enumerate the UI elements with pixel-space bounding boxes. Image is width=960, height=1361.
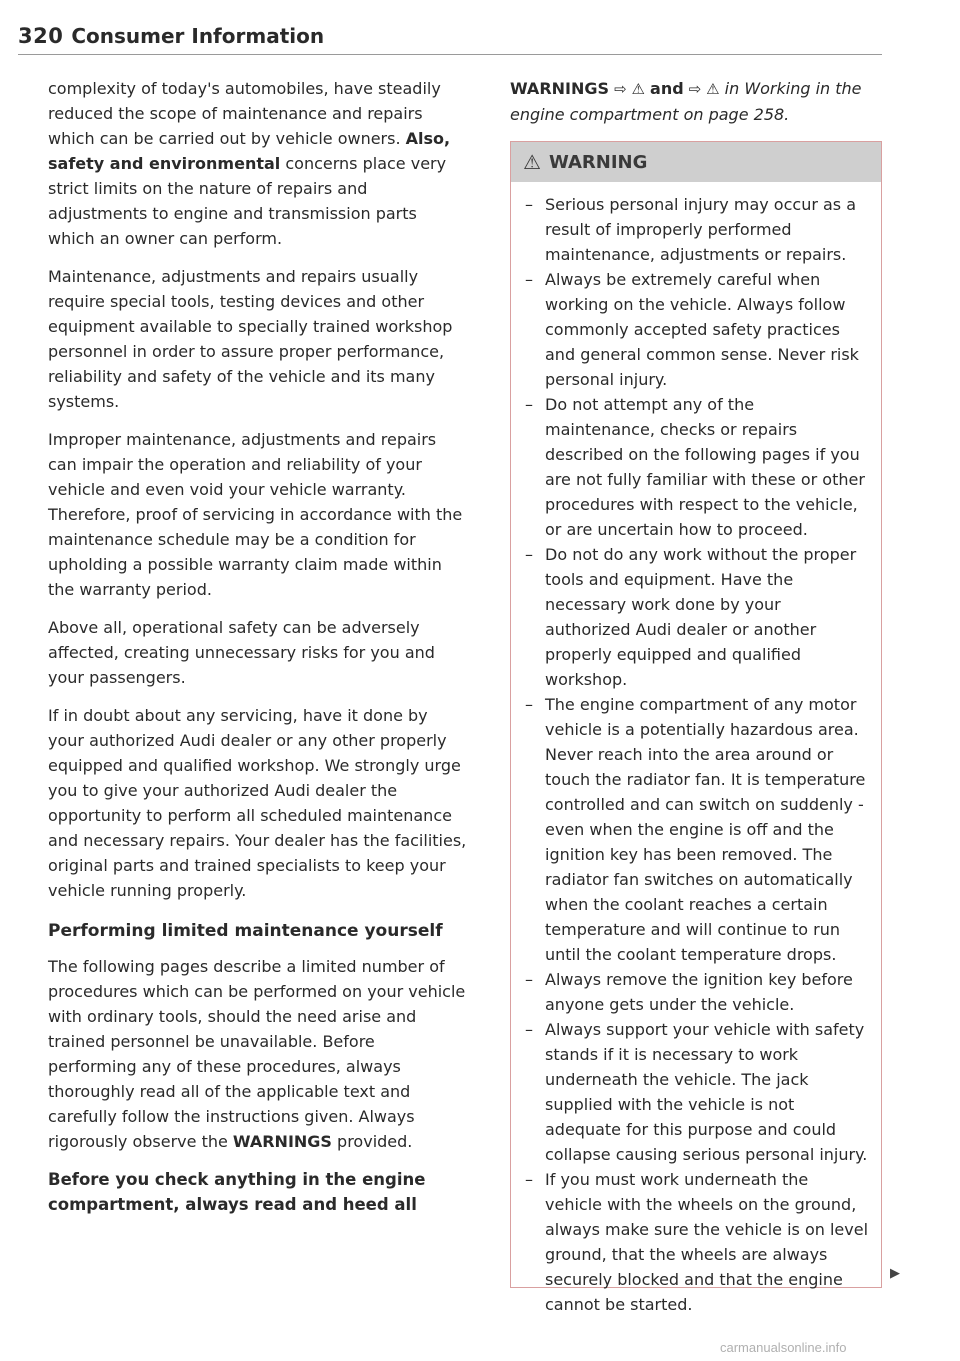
- cross-reference: WARNINGS ⇨ ⚠ and ⇨ ⚠ in Working in the engine compartment on page 258.: [510, 79, 862, 124]
- list-item: – If you must work underneath the vehicle with the wheels on the ground, always make sure the vehicle is on level ground, that the wheels are always securely blocked and that the engine cannot be started.: [525, 1167, 869, 1317]
- warning-box: [510, 141, 882, 1314]
- list-item: – Do not do any work without the proper tools and equipment. Have the necessary work done by your authorized Audi dealer or another properly equipped and qualified workshop.: [525, 542, 869, 692]
- warning-header: [511, 142, 881, 182]
- paragraph: Above all, operational safety can be adversely affected, creating unnecessary risks for you and your passengers.: [48, 618, 435, 687]
- right-column: [510, 76, 880, 140]
- paragraph: Improper maintenance, adjustments and repairs can impair the operation and reliability of your vehicle and even void your vehicle warranty. Therefore, proof of servicing in accordance with the maintenance schedule may be a condition for upholding a possible warranty claim made within the warranty period.: [48, 430, 463, 599]
- watermark: carmanualsonline.info: [720, 1340, 847, 1355]
- left-column: [48, 76, 468, 1230]
- warning-list: [511, 182, 881, 1317]
- subheading: Performing limited maintenance yourself: [48, 921, 443, 941]
- bold-phrase: Also, safety and environmental: [48, 129, 451, 173]
- bold-paragraph: Before you check anything in the engine compartment, always read and heed all: [48, 1170, 426, 1214]
- list-item: – The engine compartment of any motor vehicle is a potentially hazardous area. Never reach into the area around or touch the radiator fan. It is temperature controlled and can switch on suddenly - even when the engine is off and the ignition key has been removed. The radiator fan switches on automatically when the coolant reaches a certain temperature and will continue to run until the coolant temperature drops.: [525, 692, 869, 967]
- list-item: – Always support your vehicle with safety stands if it is necessary to work underneath the vehicle. The jack supplied with the vehicle is not adequate for this purpose and could collapse causing serious personal injury.: [525, 1017, 869, 1167]
- warning-title: WARNING: [548, 151, 648, 173]
- header-divider: [18, 54, 882, 55]
- paragraph: complexity of today's automobiles, have steadily reduced the scope of maintenance and repairs which can be carried out by vehicle owners. Also, safety and environmental concerns place very strict limits on the nature of repairs and adjustments to engine and transmission parts which an owner can perform.: [48, 79, 451, 248]
- warning-triangle-icon: ⚠: [523, 150, 541, 174]
- paragraph: If in doubt about any servicing, have it done by your authorized Audi dealer or any other properly equipped and qualified workshop. We strongly urge you to give your authorized Audi dealer the opportunity to perform all scheduled maintenance and necessary repairs. Your dealer has the facilities, original parts and trained specialists to keep your vehicle running properly.: [48, 706, 467, 900]
- bold-phrase: WARNINGS: [232, 1132, 332, 1151]
- paragraph: Maintenance, adjustments and repairs usually require special tools, testing devices and other equipment available to specially trained workshop personnel in order to assure proper performance, reliability and safety of the vehicle and its many systems.: [48, 267, 453, 411]
- page-header: [18, 24, 882, 48]
- warning-ref-icon[interactable]: ⇨ ⚠: [688, 80, 720, 98]
- section-title: Consumer Information: [71, 24, 325, 48]
- paragraph: The following pages describe a limited number of procedures which can be performed on your vehicle with ordinary tools, should the need arise and trained personnel be unavailable. Before performing any of these procedures, always thoroughly read all of the applicable text and carefully follow the instructions given. Always rigorously observe the WARNINGS provided.: [48, 957, 466, 1151]
- continue-arrow-icon: ▶: [890, 1266, 900, 1281]
- warning-ref-icon[interactable]: ⇨ ⚠: [614, 80, 645, 98]
- list-item: – Always remove the ignition key before anyone gets under the vehicle.: [525, 967, 869, 1017]
- page-number: 320: [18, 24, 64, 48]
- list-item: – Do not attempt any of the maintenance, checks or repairs described on the following pages if you are not fully familiar with these or other procedures with respect to the vehicle, or are uncertain how to proceed.: [525, 392, 869, 542]
- list-item: – Always be extremely careful when working on the vehicle. Always follow commonly accepted safety practices and general common sense. Never risk personal injury.: [525, 267, 869, 392]
- list-item: – Serious personal injury may occur as a result of improperly performed maintenance, adjustments or repairs.: [525, 192, 869, 267]
